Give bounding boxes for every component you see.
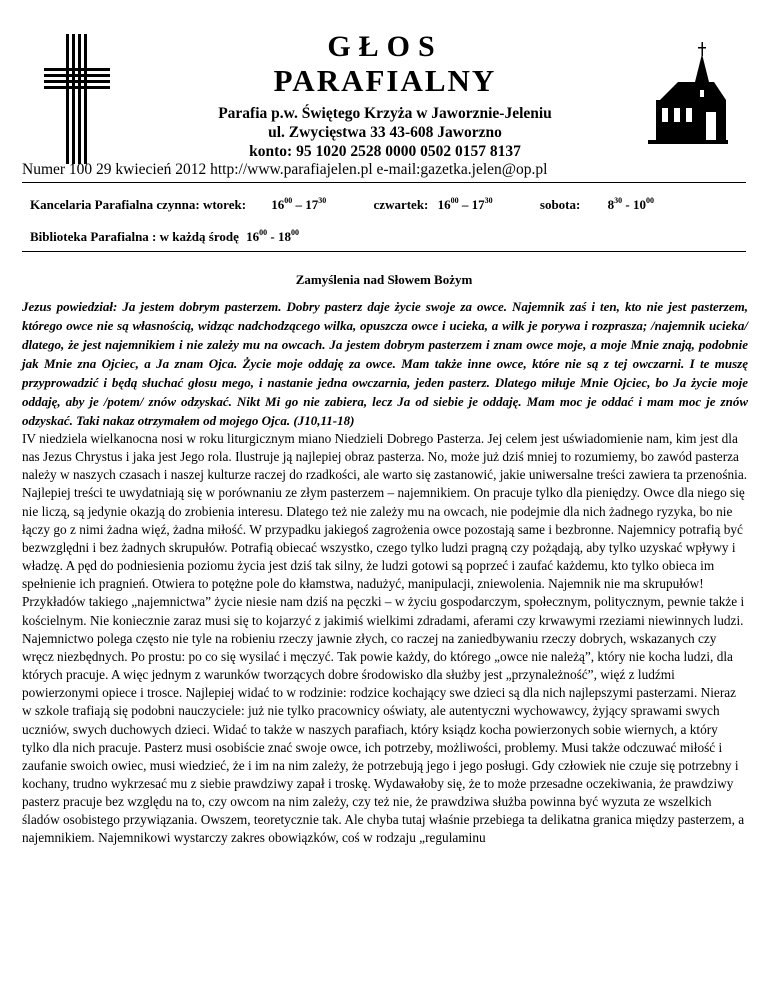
thursday-label: czwartek: [373, 197, 429, 212]
article-body: IV niedziela wielkanocna nosi w roku liturgicznym miano Niedzieli Dobrego Pasterza. Jej celem jest uświadomienie nam, kim jest dla nas Jezus Chrystus i jaka jest Jego rola. Ilustruje ją najlepiej obraz pasterza. No, może już dziś mniej to rozumiemy, bo zawód pasterza należy w naszych czasach i naszej kulturze raczej do rzadkości, ale warto się zastanowić, jakie uniwersalne treści zawiera ta przenośnia. Najlepiej treści te uwydatniają się w porównaniu ze złym pasterzem – najemnikiem. On pracuje tylko dla pieniędzy. Owce dla niego się nie liczą, są jedynie okazją do zrobienia interesu. Dlatego też nie zależy mu na owcach, nie podejmie dla nich żadnego ryzyka, bo nie łączy go z nimi żadna więź, żadna miłość. W przypadku jakiegoś zagrożenia owce pozostają same i bezbronne. Najemnicy potrafią być bezwzględni i bez żadnych skrupułów. Potrafią obiecać wszystko, czego tylko ludzi pragną czy pożądają, aby tylko uzyskać wpływy i władzę. A pęd do podniesienia poziomu życia jest dziś tak silny, że ludzi gotowi są poprzeć i zaufać każdemu, kto tylko obieca im spełnienie ich pragnień. Otwiera to potężne pole do kłamstwa, nadużyć, manipulacji, zniewolenia. Najemnik nie ma skrupułów! Przykładów takiego „najemnictwa” życie niesie nam dziś na pęczki – w życiu gospodarczym, społecznym, politycznym, pewnie także i kościelnym. Nie koniecznie zaraz musi się to kojarzyć z jakimiś wielkimi zdradami, aferami czy krwawymi rzeziami niewinnych ludzi. Najemnictwo polega często nie tyle na robieniu rzeczy jawnie złych, co raczej na zaniedbywaniu rzeczy dobrych, wskazanych czy wręcz niezbędnych. Po prostu: po co się wysilać i męczyć. Tak powie każdy, do którego „owce nie należą”, który nie kocha ludzi, dla których pracuje. A więc jednym z warunków tworzących dobre środowisko dla służby jest „przynależność”, więź z ludźmi powierzonymi opiece i trosce. Najlepiej widać to w rodzinie: rodzice kochający swe dzieci są dla nich najlepszymi pasterzami. Nieraz w szkole trafiają się podobni nauczyciele: już nie tylko pracownicy oświaty, ale autentyczni wychowawcy, żyjący sprawami swych uczniów, swych duchowych dzieci. Widać to także w naszych parafiach, który ksiądz kocha powierzonych sobie wiernych, a który tylko dla nich pracuje. Pasterz musi osobiście znać swoje owce, ich potrzeby, możliwości, problemy. Musi także odczuwać miłość i zaufanie swoich owiec, musi wiedzieć, że i im na nim zależy, że potrzebują jego i jego posługi. Gdy człowiek nie czuje się potrzebny i kochany, trudno wykrzesać mu z siebie prawdziwy zapał i troskę. Wydawałoby się, że to może przesadne oczekiwania, że prawdziwy pasterz pracuje bez względu na to, czy owcom na nim zależy, czy też nie, że prawdziwa służba powinna być wyzuta ze wszelkich śladów osobistego przywiązania. Owszem, teoretycznie tak. Ale chyba tutaj właśnie przebiega ta delikatna granica między pasterzem, a najemnikiem. Najemnikowi wystarczy zakres obowiązków, coś w rodzaju „regulaminu [22, 431, 748, 846]
library-times: $16^{00} - 18^{00}$ [246, 228, 299, 244]
section-title: Zamyślenia nad Słowem Bożym [295, 272, 473, 287]
masthead-title-line1: GŁOS [327, 30, 443, 63]
thursday-hours: $16^{00} - 17^{30}$ [437, 196, 493, 212]
masthead [0, 0, 768, 200]
church-icon [648, 42, 728, 152]
parish-name: Parafia p.w. Świętego Krzyża w Jaworznie-Jeleniu [218, 105, 552, 122]
office-hours-label: Kancelaria Parafialna czynna: wtorek: [30, 197, 247, 212]
library-hours [30, 229, 299, 245]
library-label: Biblioteka Parafialna : w każdą środę [30, 229, 239, 244]
office-hours-box [22, 182, 746, 252]
office-hours [30, 197, 654, 213]
masthead-title-line2: PARAFIALNY [273, 63, 497, 98]
cross-icon [44, 34, 110, 164]
saturday-hours: $8^{30} - 10^{00}$ [607, 196, 654, 212]
tuesday-hours: $16^{00} - 17^{30}$ [271, 196, 327, 212]
bank-account: konto: 95 1020 2528 0000 0502 0157 8137 [249, 143, 521, 160]
scripture-quote: Jezus powiedział: Ja jestem dobrym pasterzem. Dobry pasterz daje życie swoje za owce. Najemnik zaś i ten, kto nie jest pasterzem, którego owce nie są własnością, widząc nadchodzącego wilka, opuszcza owce i ucieka, a wilk je porywa i rozprasza; /najemnik ucieka/ dlatego, że jest najemnikiem i nie zależy mu na owcach. Ja jestem dobrym pasterzem i znam owce moje, a moje Mnie znają, podobnie jak Mnie zna Ojciec, a Ja znam Ojca. Życie moje oddaję za owce. Mam także inne owce, które nie są z tej owczarni. I te muszę przyprowadzić i będą słuchać głosu mego, i nastanie jedna owczarnia, jeden pasterz. Dlatego miłuje Mnie Ojciec, bo Ja życie moje oddaję, aby je /potem/ znów odzyskać. Nikt Mi go nie zabiera, lecz Ja od siebie je oddaję. Mam moc je oddać i mam moc je znów odzyskać. Taki nakaz otrzymałem od mojego Ojca. (J10,11-18) [22, 299, 748, 428]
parish-address: ul. Zwycięstwa 33 43-608 Jaworzno [268, 124, 502, 141]
issue-info: Numer 100 29 kwiecień 2012 http://www.parafiajelen.pl e-mail:gazetka.jelen@op.pl [22, 161, 548, 178]
saturday-label: sobota: [539, 197, 581, 212]
